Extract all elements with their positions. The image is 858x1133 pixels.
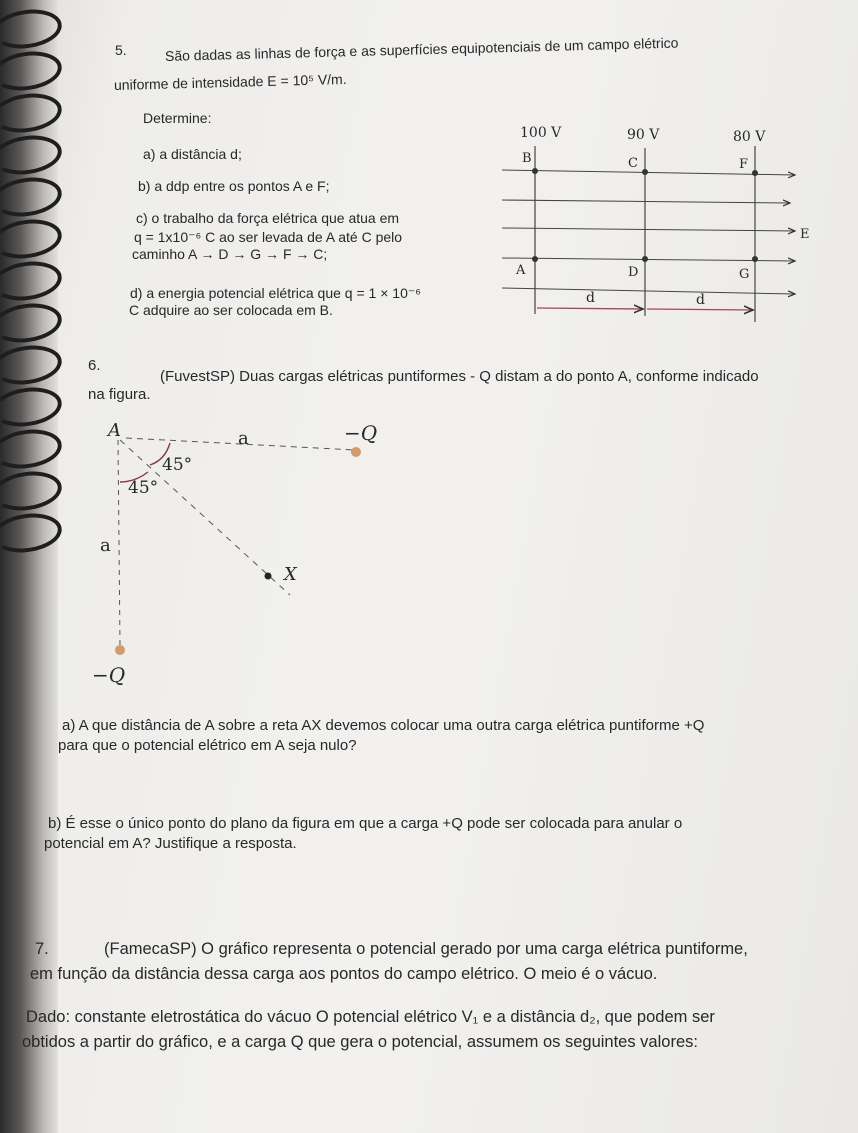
q6-charge-right: −Q xyxy=(344,421,378,445)
q5-item-c-line3: caminho A → D → G → F → C; xyxy=(132,246,328,262)
q5-intro-line2: uniforme de intensidade E = 10⁵ V/m. xyxy=(113,70,347,93)
potential-label: 90 V xyxy=(627,127,660,143)
q6-number: 6. xyxy=(88,357,101,374)
q6-item-a-line2: para que o potencial elétrico em A seja nulo? xyxy=(58,737,357,754)
q5-field-value: E = 10⁵ V/m. xyxy=(267,70,347,89)
q5-item-d-line2: C adquire ao ser colocada em B. xyxy=(129,302,333,318)
q6-item-b-line2: potencial em A? Justifique a resposta. xyxy=(44,835,297,852)
q6-distance-left: a xyxy=(100,535,111,556)
spiral-binding xyxy=(0,0,58,1133)
field-label-E: E xyxy=(800,227,810,242)
q5-item-d-line1: d) a energia potencial elétrica que q = 1 × 10⁻⁶ xyxy=(130,285,422,301)
distance-label-d: d xyxy=(696,292,705,308)
point-label-A: A xyxy=(516,263,526,278)
field-line xyxy=(502,170,795,175)
q5-number: 5. xyxy=(115,42,127,58)
q7-line2: em função da distância dessa carga aos pontos do campo elétrico. O meio é o vácuo. xyxy=(30,965,658,983)
q6-item-a-line1: a) A que distância de A sobre a reta AX devemos colocar uma outra carga elétrica puntiforme +Q xyxy=(62,717,705,734)
q5-field-diagram xyxy=(490,118,820,330)
q5-item-b: b) a ddp entre os pontos A e F; xyxy=(138,178,330,194)
q7-line1: (FamecaSP) O gráfico representa o potencial gerado por uma carga elétrica puntiforme, xyxy=(104,940,748,958)
distance-label-d: d xyxy=(586,290,595,306)
q6-angle-2: 45° xyxy=(128,478,159,498)
point-label-C: C xyxy=(628,156,638,171)
field-line xyxy=(502,200,790,203)
q5-item-a: a) a distância d; xyxy=(143,146,242,162)
q6-point-X: X xyxy=(284,564,297,585)
q7-line3: Dado: constante eletrostática do vácuo O potencial elétrico V₁ e a distância d₂, que podem ser xyxy=(26,1008,715,1026)
q7-line4: obtidos a partir do gráfico, e a carga Q que gera o potencial, assumem os seguintes valores: xyxy=(22,1033,698,1051)
q5-intro-line1: São dadas as linhas de força e as superfícies equipotenciais de um campo elétrico xyxy=(164,34,679,64)
potential-label: 100 V xyxy=(520,125,562,141)
point-label-F: F xyxy=(739,157,749,172)
potential-label: 80 V xyxy=(733,129,766,145)
q6-distance-top: a xyxy=(238,428,249,449)
field-line xyxy=(502,258,795,261)
q6-item-b-line1: b) É esse o único ponto do plano da figura em que a carga +Q pode ser colocada para anular o xyxy=(48,815,683,832)
point-label-B: B xyxy=(522,151,532,166)
q6-point-A: A xyxy=(108,420,121,441)
field-line xyxy=(502,228,795,231)
q5-determine: Determine: xyxy=(143,110,212,126)
q6-charge-figure xyxy=(80,410,400,690)
q5-item-c-line2: q = 1x10⁻⁶ C ao ser levada de A até C pelo xyxy=(134,229,403,245)
q6-angle-1: 45° xyxy=(162,455,193,475)
q6-title-line2: na figura. xyxy=(88,386,151,403)
point-label-D: D xyxy=(628,265,639,280)
q5-item-c-line1: c) o trabalho da força elétrica que atua em xyxy=(136,210,400,226)
field-line xyxy=(502,288,795,294)
q6-charge-bottom: −Q xyxy=(92,663,126,687)
q6-title-line1: (FuvestSP) Duas cargas elétricas puntiformes - Q distam a do ponto A, conforme indicado xyxy=(160,368,759,385)
q7-number: 7. xyxy=(35,940,49,958)
point-label-G: G xyxy=(739,267,750,282)
